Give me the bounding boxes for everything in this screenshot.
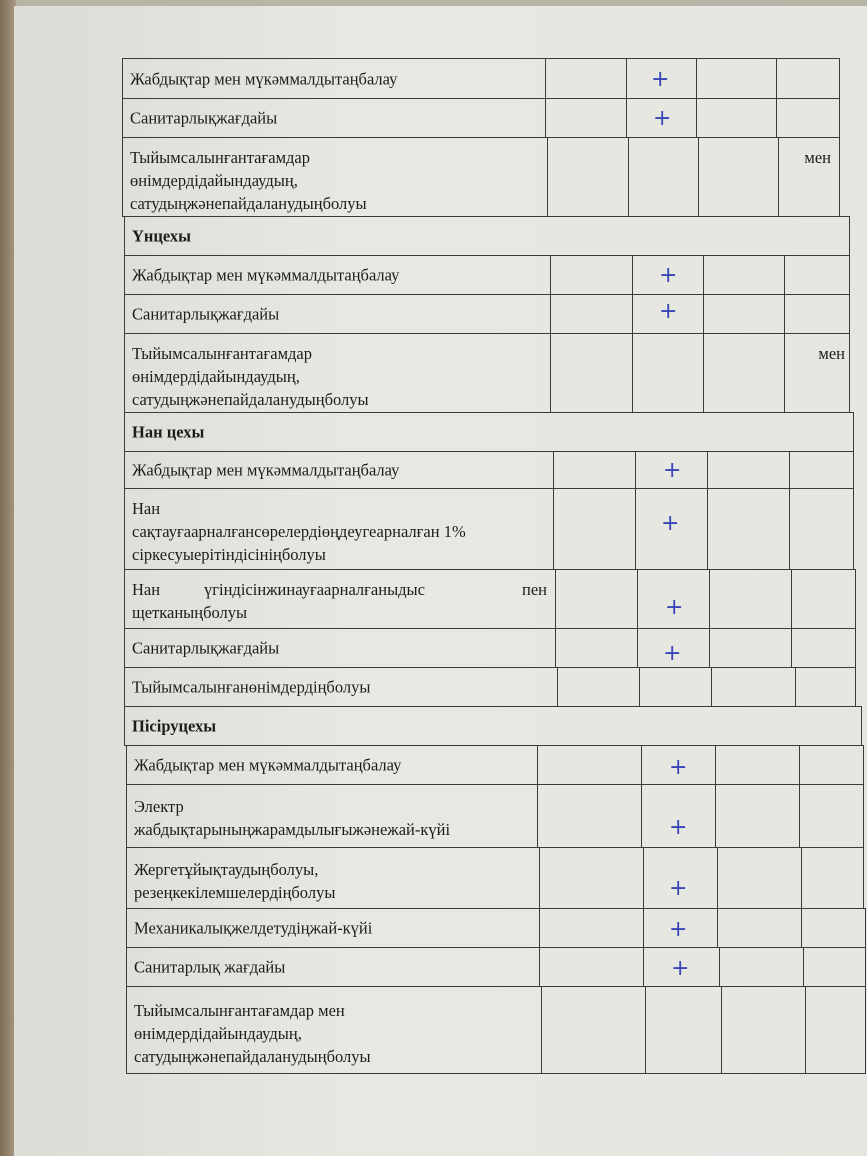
row-label: Тыйымсалынғанөнімдердіңболуы — [132, 677, 371, 697]
row-label: Санитарлық жағдайы — [134, 957, 286, 977]
table-row — [126, 908, 866, 948]
table-row — [124, 451, 854, 489]
checkmark: + — [669, 876, 688, 901]
checkmark: + — [669, 815, 688, 840]
table-row — [126, 784, 864, 848]
checkmark: + — [651, 67, 670, 92]
section-header — [124, 706, 862, 746]
row-label: Механикалықжелдетудіңжай-күйі — [134, 918, 373, 938]
checkmark: + — [669, 917, 688, 942]
table-row — [126, 847, 864, 909]
row-label: Тыйымсалынғантағамдар мен өнімдердідайындаудың, сатудыңжәнепайдаланудыңболуы — [134, 1001, 371, 1066]
row-label: Жабдықтар мен мүкәммалдытаңбалау — [132, 265, 400, 285]
section-header — [124, 412, 854, 452]
row-label: Нан үгіндісінжинауғаарналғаныдыс пен щетканыңболуы — [132, 580, 547, 622]
row-label: Санитарлықжағдайы — [132, 304, 280, 324]
table-row — [126, 947, 866, 987]
row-label: Тыйымсалынғантағамдар мен өнімдердідайындаудың, сатудыңжәнепайдаланудыңболуы — [130, 148, 831, 213]
row-label: Жабдықтар мен мүкәммалдытаңбалау — [132, 460, 400, 480]
table-row — [124, 667, 856, 707]
row-label: Тыйымсалынғантағамдар мен өнімдердідайындаудың, сатудыңжәнепайдаланудыңболуы — [132, 344, 845, 409]
section-title: Нан цехы — [132, 422, 205, 442]
row-label: Жергетұйықтаудыңболуы, резеңкекілемшелердіңболуы — [134, 860, 336, 902]
table-row — [124, 628, 856, 668]
section-title: Үнцехы — [132, 226, 192, 246]
checkmark: + — [659, 263, 678, 288]
table-row — [122, 98, 840, 138]
checkmark: + — [671, 956, 690, 981]
table-row — [124, 569, 856, 629]
checkmark: + — [663, 641, 682, 666]
row-label: Санитарлықжағдайы — [132, 638, 280, 658]
section-title: Пісіруцехы — [132, 716, 217, 736]
checkmark: + — [669, 755, 688, 780]
table-row — [126, 986, 866, 1074]
row-label: Нан сақтауғаарналғансөрелердіөңдеугеарналған 1% сіркесуыерітіндісініңболуы — [132, 499, 466, 564]
checkmark: + — [661, 511, 680, 536]
table-row — [122, 58, 840, 99]
table-row — [124, 333, 850, 413]
table-row — [124, 255, 850, 295]
checkmark: + — [665, 595, 684, 620]
section-header — [124, 216, 850, 256]
checkmark: + — [653, 106, 672, 131]
checkmark: + — [659, 299, 678, 324]
table-row — [122, 137, 840, 217]
row-label: Жабдықтар мен мүкәммалдытаңбалау — [134, 755, 402, 775]
row-label: Санитарлықжағдайы — [130, 108, 278, 128]
table-row — [124, 488, 854, 570]
table-row — [124, 294, 850, 334]
row-label: Электр жабдықтарыныңжарамдылығыжәнежай-күйі — [134, 797, 451, 839]
row-label: Жабдықтар мен мүкәммалдытаңбалау — [130, 69, 398, 88]
checkmark: + — [663, 458, 682, 483]
table-row — [126, 745, 864, 785]
